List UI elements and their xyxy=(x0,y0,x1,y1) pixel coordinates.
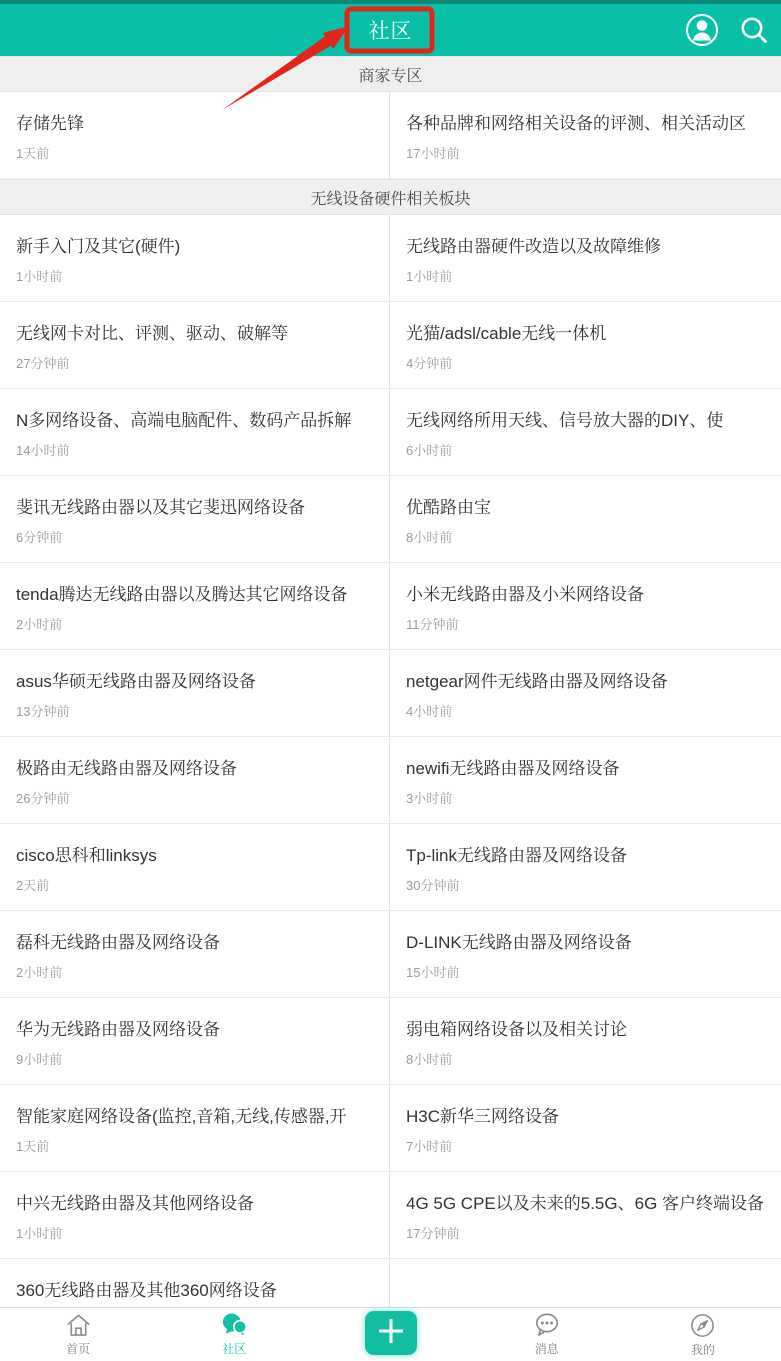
plus-icon xyxy=(376,1316,406,1351)
board-updated: 13分钟前 xyxy=(16,704,70,719)
board-cell[interactable] xyxy=(390,92,781,178)
board-updated: 1天前 xyxy=(16,1139,50,1154)
board-title: 存储先锋 xyxy=(16,114,84,133)
board-updated: 9小时前 xyxy=(16,1052,63,1067)
compass-icon xyxy=(689,1312,716,1339)
section-header-merchant: 商家专区 xyxy=(0,56,781,92)
board-title: 新手入门及其它(硬件) xyxy=(16,237,181,256)
board-title: asus华硕无线路由器及网络设备 xyxy=(16,672,256,691)
search-icon[interactable] xyxy=(739,15,769,45)
board-title: 弱电箱网络设备以及相关讨论 xyxy=(406,1020,627,1039)
board-title: 无线路由器硬件改造以及故障维修 xyxy=(406,237,661,256)
board-title: 光猫/adsl/cable无线一体机 xyxy=(406,324,607,343)
board-row xyxy=(0,824,781,911)
board-cell[interactable] xyxy=(0,215,390,301)
board-row xyxy=(0,389,781,476)
board-row xyxy=(0,998,781,1085)
board-cell[interactable] xyxy=(390,389,781,475)
board-title: 各种品牌和网络相关设备的评测、相关活动区 xyxy=(406,114,746,133)
board-updated: 1小时前 xyxy=(406,269,453,284)
board-title: 中兴无线路由器及其他网络设备 xyxy=(16,1194,254,1213)
board-updated: 3小时前 xyxy=(406,791,453,806)
board-cell[interactable] xyxy=(0,1085,390,1171)
board-cell[interactable] xyxy=(0,824,390,910)
board-updated: 1小时前 xyxy=(16,269,63,284)
board-cell[interactable] xyxy=(390,302,781,388)
board-row xyxy=(0,737,781,824)
board-cell[interactable] xyxy=(0,650,390,736)
tab-label: 首页 xyxy=(66,1342,91,1356)
board-row xyxy=(0,911,781,998)
board-cell[interactable] xyxy=(390,1085,781,1171)
board-row xyxy=(0,1172,781,1259)
tab-label: 社区 xyxy=(222,1342,247,1356)
board-updated: 6小时前 xyxy=(406,443,453,458)
board-title: N多网络设备、高端电脑配件、数码产品拆解 xyxy=(16,411,352,430)
board-updated: 1天前 xyxy=(16,146,50,161)
board-title: 360无线路由器及其他360网络设备 xyxy=(16,1281,277,1300)
board-cell[interactable] xyxy=(390,824,781,910)
messages-bubble-icon xyxy=(533,1312,561,1338)
board-row xyxy=(0,563,781,650)
board-row xyxy=(0,650,781,737)
board-cell[interactable] xyxy=(0,389,390,475)
board-cell[interactable] xyxy=(0,92,390,178)
board-updated: 7小时前 xyxy=(406,1139,453,1154)
board-cell[interactable] xyxy=(390,215,781,301)
board-row xyxy=(0,476,781,563)
board-title: 智能家庭网络设备(监控,音箱,无线,传感器,开 xyxy=(16,1107,347,1126)
board-cell[interactable] xyxy=(390,998,781,1084)
board-cell[interactable] xyxy=(390,911,781,997)
app-bar xyxy=(0,0,781,56)
board-updated: 2小时前 xyxy=(16,965,63,980)
board-title: 小米无线路由器及小米网络设备 xyxy=(406,585,644,604)
board-title: 华为无线路由器及网络设备 xyxy=(16,1020,220,1039)
board-updated: 11分钟前 xyxy=(406,617,459,632)
community-chat-icon xyxy=(220,1312,248,1338)
board-title: H3C新华三网络设备 xyxy=(406,1107,560,1126)
board-cell[interactable] xyxy=(0,911,390,997)
board-title: 无线网络所用天线、信号放大器的DIY、使 xyxy=(406,411,724,430)
board-cell[interactable] xyxy=(390,563,781,649)
board-updated: 2小时前 xyxy=(16,617,63,632)
board-cell[interactable] xyxy=(0,998,390,1084)
board-title: newifi无线路由器及网络设备 xyxy=(406,759,620,778)
board-title: 极路由无线路由器及网络设备 xyxy=(16,759,237,778)
board-title: 磊科无线路由器及网络设备 xyxy=(16,933,220,952)
board-title: D-LINK无线路由器及网络设备 xyxy=(406,933,632,952)
board-updated: 27分钟前 xyxy=(16,356,70,371)
board-cell[interactable] xyxy=(0,737,390,823)
board-title: tenda腾达无线路由器以及腾达其它网络设备 xyxy=(16,585,348,604)
section-header-wireless-hardware: 无线设备硬件相关板块 xyxy=(0,179,781,215)
board-updated: 4小时前 xyxy=(406,704,453,719)
profile-icon[interactable] xyxy=(685,13,719,47)
board-updated: 2天前 xyxy=(16,878,50,893)
board-updated: 15小时前 xyxy=(406,965,460,980)
page-title: 社区 xyxy=(368,20,413,43)
board-updated: 14小时前 xyxy=(16,443,70,458)
compose-button[interactable] xyxy=(365,1311,417,1355)
tab-label: 我的 xyxy=(690,1342,715,1357)
board-row xyxy=(0,302,781,389)
board-title: 优酷路由宝 xyxy=(406,498,491,517)
board-title: Tp-link无线路由器及网络设备 xyxy=(406,846,628,865)
board-updated: 26分钟前 xyxy=(16,791,70,806)
home-icon xyxy=(65,1312,92,1338)
board-title: netgear网件无线路由器及网络设备 xyxy=(406,672,668,691)
board-cell[interactable] xyxy=(390,476,781,562)
board-updated: 17分钟前 xyxy=(406,1226,460,1241)
bottom-tab-bar xyxy=(0,1307,781,1361)
board-row xyxy=(0,1085,781,1172)
board-updated: 30分钟前 xyxy=(406,878,460,893)
board-cell[interactable] xyxy=(0,302,390,388)
board-title: 4G 5G CPE以及未来的5.5G、6G 客户终端设备 xyxy=(406,1194,765,1213)
board-updated: 8小时前 xyxy=(406,530,453,545)
board-updated: 17小时前 xyxy=(406,146,460,161)
board-cell[interactable] xyxy=(0,1172,390,1258)
tab-community[interactable] xyxy=(156,1308,312,1361)
tab-me[interactable] xyxy=(625,1308,781,1361)
board-cell[interactable] xyxy=(390,650,781,736)
board-title: cisco思科和linksys xyxy=(16,846,157,865)
board-cell[interactable] xyxy=(390,1172,781,1258)
board-cell[interactable] xyxy=(0,476,390,562)
tab-label: 消息 xyxy=(534,1342,559,1356)
board-cell[interactable] xyxy=(0,563,390,649)
compose-slot xyxy=(312,1308,468,1361)
board-title: 斐讯无线路由器以及其它斐迅网络设备 xyxy=(16,498,305,517)
board-row xyxy=(0,215,781,302)
board-updated: 1小时前 xyxy=(16,1226,63,1241)
tab-home[interactable] xyxy=(0,1308,156,1361)
tab-messages[interactable] xyxy=(469,1308,625,1361)
board-updated: 6分钟前 xyxy=(16,530,63,545)
board-updated: 4分钟前 xyxy=(406,356,453,371)
board-updated: 8小时前 xyxy=(406,1052,453,1067)
board-title: 无线网卡对比、评测、驱动、破解等 xyxy=(16,324,288,343)
board-row xyxy=(0,92,781,179)
board-cell[interactable] xyxy=(390,737,781,823)
